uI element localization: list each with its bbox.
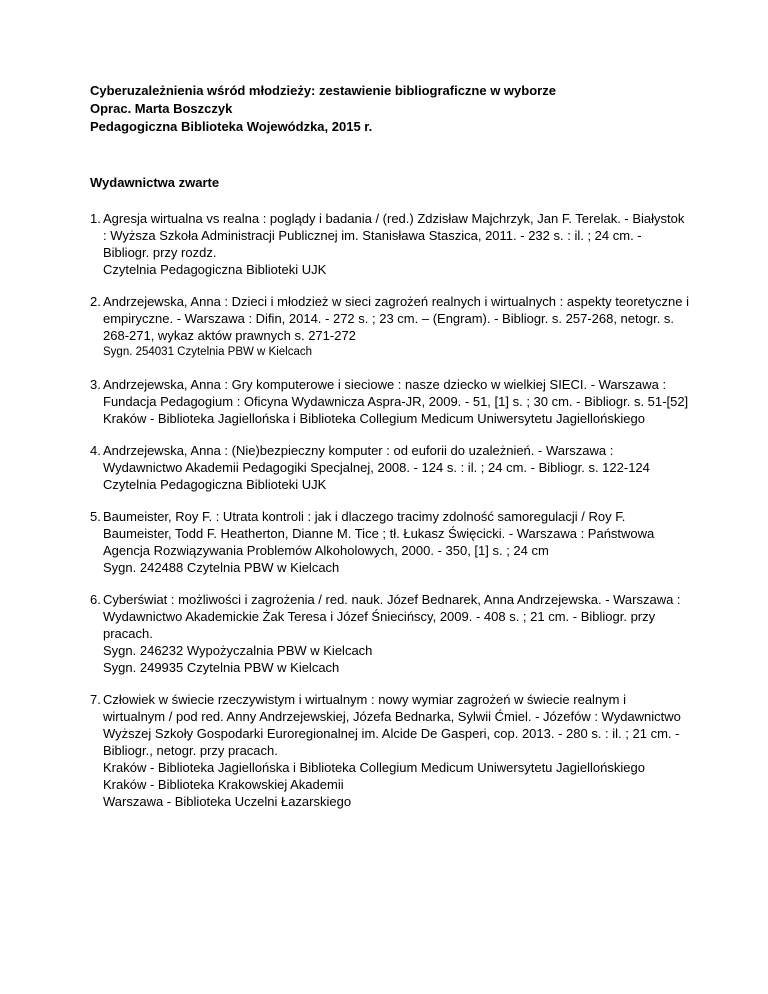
- document-title: Cyberuzależnienia wśród młodzieży: zestawienie bibliograficzne w wyborze: [90, 83, 556, 98]
- entry-location: Sygn. 242488 Czytelnia PBW w Kielcach: [103, 560, 340, 575]
- bibliography-entry: [90, 210, 690, 278]
- entry-citation: Baumeister, Roy F. : Utrata kontroli : jak i dlaczego tracimy zdolność samoregulacji / Roy F. Baumeister, Todd F. Heatherton, Dianne M. Tice ; tł. Łukasz Święcicki. - Warszawa : Państwowa Agencja Rozwiązywania Problemów Alkoholowych, 2000. - 350, [1] s. ; 24 cm: [103, 509, 655, 558]
- entry-number: 7.: [90, 692, 101, 707]
- document-institution: Pedagogiczna Biblioteka Wojewódzka, 2015 r.: [90, 119, 373, 134]
- entry-number: 5.: [90, 509, 101, 524]
- entry-citation: Andrzejewska, Anna : Gry komputerowe i sieciowe : nasze dziecko w wielkiej SIECI. - Warszawa : Fundacja Pedagogium : Oficyna Wydawnicza Aspra-JR, 2009. - 51, [1] s. ; 30 cm. - Bibliogr. s. 51-[52]: [103, 377, 689, 409]
- entry-number: 2.: [90, 294, 101, 309]
- entry-location: Sygn. 254031 Czytelnia PBW w Kielcach: [103, 346, 313, 358]
- entry-location: Czytelnia Pedagogiczna Biblioteki UJK: [103, 477, 327, 492]
- entry-citation: Andrzejewska, Anna : Dzieci i młodzież w sieci zagrożeń realnych i wirtualnych : aspekty teoretyczne i empiryczne. - Warszawa : Difin, 2014. - 272 s. ; 23 cm. – (Engram). - Bibliogr. s. 257-268, netogr. s. 268-271, wykaz aktów prawnych s. 271-272: [103, 294, 689, 343]
- entry-location: Sygn. 246232 Wypożyczalnia PBW w Kielcach: [103, 643, 373, 658]
- entry-location: Kraków - Biblioteka Jagiellońska i Biblioteka Collegium Medicum Uniwersytetu Jagiellońskiego: [103, 411, 645, 426]
- bibliography-entry: [90, 376, 690, 427]
- entry-citation: Cyberświat : możliwości i zagrożenia / red. nauk. Józef Bednarek, Anna Andrzejewska. - Warszawa : Wydawnictwo Akademickie Żak Teresa i Józef Śniecińscy, 2009. - 408 s. ; 21 cm. - Bibliogr. przy pracach.: [103, 592, 681, 641]
- document-page: [90, 82, 690, 809]
- entry-number: 4.: [90, 443, 101, 458]
- bibliography-entry: [90, 591, 690, 676]
- entry-citation: Człowiek w świecie rzeczywistym i wirtualnym : nowy wymiar zagrożeń w świecie realnym i wirtualnym / pod red. Anny Andrzejewskiej, Józefa Bednarka, Sylwii Ćmiel. - Józefów : Wydawnictwo Wyższej Szkoły Gospodarki Euroregionalnej im. Alcide De Gasperi, cop. 2013. - 280 s. : il. ; 21 cm. - Bibliogr., netogr. przy pracach.: [103, 692, 681, 758]
- bibliography-entry: [90, 691, 690, 810]
- entry-citation: Agresja wirtualna vs realna : poglądy i badania / (red.) Zdzisław Majchrzyk, Jan F. Terelak. - Białystok : Wyższa Szkoła Administracji Publicznej im. Stanisława Staszica, 2011. - 232 s. : il. ; 24 cm. - Bibliogr. przy rozdz.: [103, 211, 685, 260]
- section-title: Wydawnictwa zwarte: [90, 175, 220, 190]
- entry-number: 1.: [90, 211, 101, 226]
- bibliography-entry: [90, 442, 690, 493]
- entry-number: 3.: [90, 377, 101, 392]
- bibliography-list: [90, 210, 690, 825]
- document-author: Oprac. Marta Boszczyk: [90, 101, 233, 116]
- bibliography-entry: [90, 508, 690, 576]
- entry-location: Warszawa - Biblioteka Uczelni Łazarskiego: [103, 794, 352, 809]
- entry-location: Kraków - Biblioteka Jagiellońska i Biblioteka Collegium Medicum Uniwersytetu Jagiellońskiego: [103, 760, 645, 775]
- entry-location: Sygn. 249935 Czytelnia PBW w Kielcach: [103, 660, 340, 675]
- entry-citation: Andrzejewska, Anna : (Nie)bezpieczny komputer : od euforii do uzależnień. - Warszawa : Wydawnictwo Akademii Pedagogiki Specjalnej, 2008. - 124 s. : il. ; 24 cm. - Bibliogr. s. 122-124: [103, 443, 650, 475]
- entry-number: 6.: [90, 592, 101, 607]
- bibliography-entry: [90, 293, 690, 361]
- entry-location: Kraków - Biblioteka Krakowskiej Akademii: [103, 777, 344, 792]
- entry-location: Czytelnia Pedagogiczna Biblioteki UJK: [103, 262, 327, 277]
